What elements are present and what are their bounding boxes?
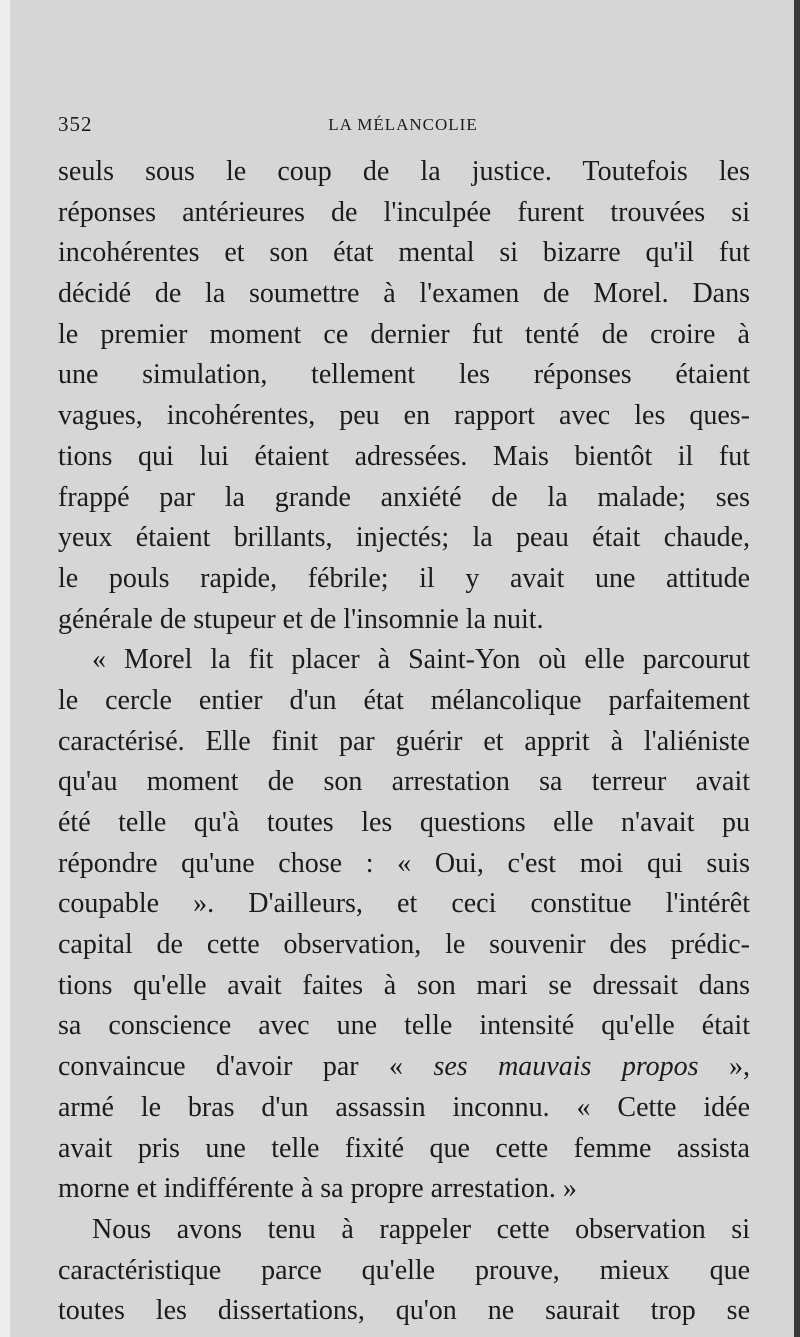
text-line: coupable ». D'ailleurs, et ceci constitue l'intérêt bbox=[58, 888, 750, 920]
line-text: », bbox=[698, 1051, 750, 1083]
text-line: yeux étaient brillants, injectés; la peau était chaude, bbox=[58, 522, 750, 554]
text-line: générale de stupeur et de l'insomnie la nuit. bbox=[58, 603, 544, 635]
text-line: le pouls rapide, fébrile; il y avait une attitude bbox=[58, 562, 750, 594]
text-line: le premier moment ce dernier fut tenté de croire à bbox=[58, 318, 750, 350]
text-line: armé le bras d'un assassin inconnu. « Cette idée bbox=[58, 1091, 750, 1123]
text-line: été telle qu'à toutes les questions elle n'avait pu bbox=[58, 807, 750, 838]
running-title: LA MÉLANCOLIE bbox=[328, 115, 478, 134]
page-number: 352 bbox=[58, 112, 93, 136]
text-line: sa conscience avec une telle intensité qu'elle était bbox=[58, 1010, 750, 1042]
text-line: toutes les dissertations, qu'on ne saurait trop se bbox=[58, 1295, 750, 1327]
text-line: incohérentes et son état mental si bizarre qu'il fut bbox=[58, 237, 750, 269]
text-line: répondre qu'une chose : « Oui, c'est moi qui suis bbox=[58, 847, 750, 879]
text-line: avait pris une telle fixité que cette femme assista bbox=[58, 1132, 750, 1164]
text-line: capital de cette observation, le souvenir des prédic- bbox=[58, 929, 750, 961]
text-line: morne et indifférente à sa propre arrestation. » bbox=[58, 1173, 577, 1205]
text-line: tions qui lui étaient adressées. Mais bientôt il fut bbox=[58, 440, 750, 472]
text-line: caractérisé. Elle finit par guérir et apprit à l'aliéniste bbox=[58, 725, 750, 757]
text-line: réponses antérieures de l'inculpée furent trouvées si bbox=[58, 196, 750, 228]
text-line bbox=[58, 1047, 750, 1088]
text-line: une simulation, tellement les réponses étaient bbox=[58, 359, 750, 391]
text-line: caractéristique parce qu'elle prouve, mieux que bbox=[58, 1254, 750, 1286]
page-header bbox=[58, 112, 748, 142]
body-text bbox=[58, 152, 750, 1332]
text-line: frappé par la grande anxiété de la malade; ses bbox=[58, 481, 750, 513]
text-line: seuls sous le coup de la justice. Toutefois les bbox=[58, 156, 750, 187]
text-line: Nous avons tenu à rappeler cette observation si bbox=[92, 1213, 750, 1245]
text-line: le cercle entier d'un état mélancolique parfaitement bbox=[58, 684, 750, 716]
text-line: qu'au moment de son arrestation sa terreur avait bbox=[58, 766, 750, 798]
page-edge-right bbox=[794, 0, 800, 1337]
text-line: tions qu'elle avait faites à son mari se dressait dans bbox=[58, 969, 750, 1001]
text-line: vagues, incohérentes, peu en rapport avec les ques- bbox=[58, 400, 750, 432]
italic-phrase: ses mauvais propos bbox=[433, 1051, 699, 1083]
line-text: convaincue d'avoir par « bbox=[58, 1051, 434, 1083]
text-line: décidé de la soumettre à l'examen de Morel. Dans bbox=[58, 278, 750, 310]
page-edge-left bbox=[0, 0, 10, 1337]
text-line: « Morel la fit placer à Saint-Yon où elle parcourut bbox=[92, 644, 750, 676]
